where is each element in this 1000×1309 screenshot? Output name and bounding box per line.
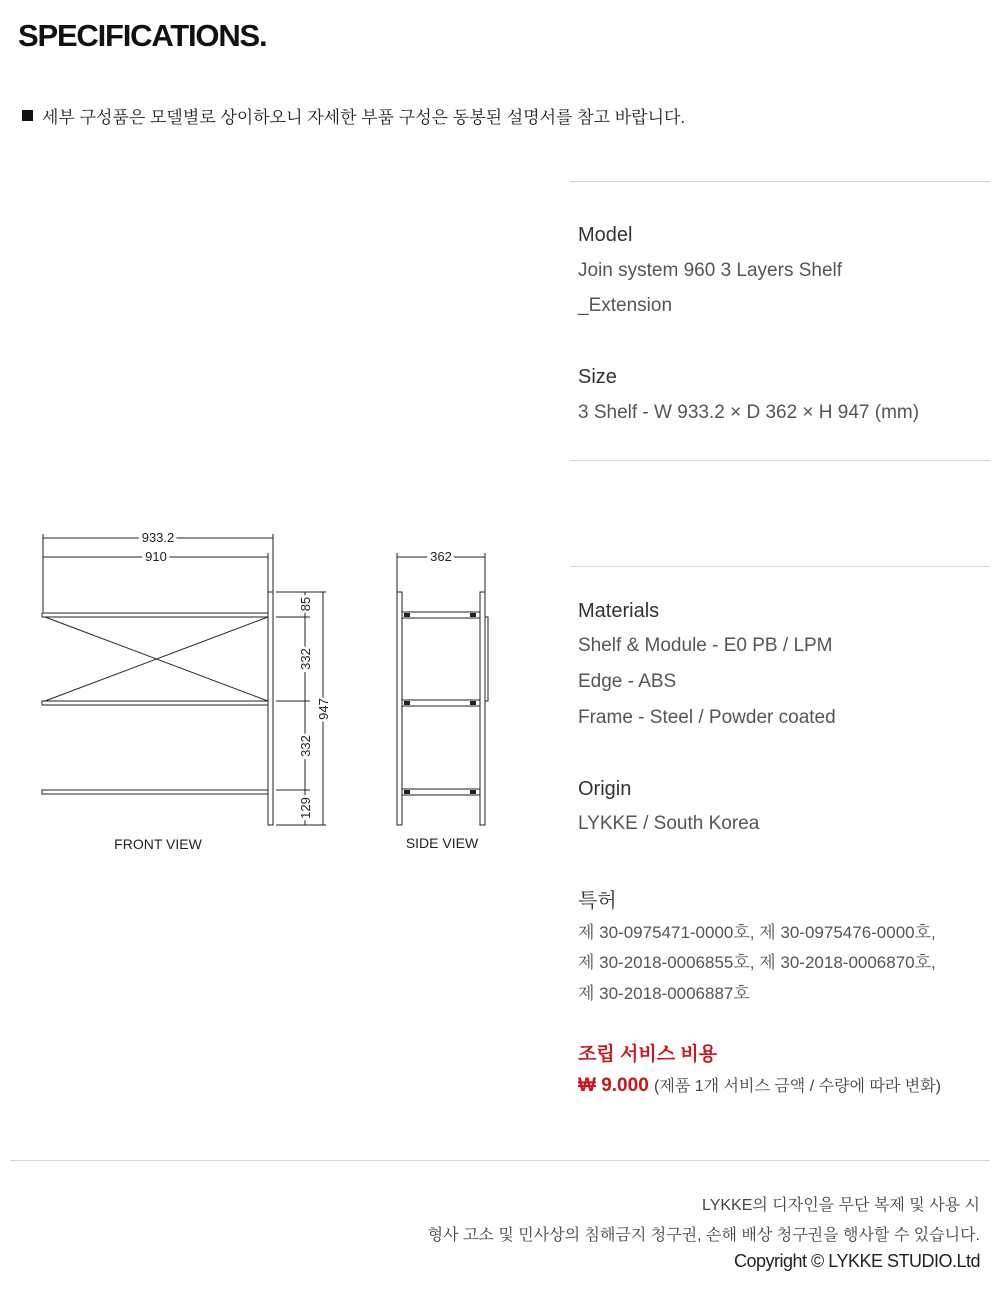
notice-text: 세부 구성품은 모델별로 상이하오니 자세한 부품 구성은 동봉된 설명서를 참고 바랍니다. <box>42 108 686 127</box>
dim-label-depth: 362 <box>430 549 452 564</box>
dim-label-height: 947 <box>316 698 331 720</box>
divider-materials <box>570 566 990 567</box>
notice <box>22 103 685 128</box>
assembly-service-label: 조립 서비스 비용 <box>578 1044 718 1065</box>
dim-label-overall-width: 933.2 <box>141 530 175 545</box>
material-shelf: Shelf & Module - E0 PB / LPM <box>578 635 833 656</box>
front-post <box>268 592 273 825</box>
origin-label: Origin <box>578 778 632 800</box>
footer-notice-line1: LYKKE의 디자인을 무단 복제 및 사용 시 <box>702 1197 980 1214</box>
page-title: SPECIFICATIONS. <box>18 18 267 53</box>
dim-label-mid1: 332 <box>298 648 313 670</box>
material-edge: Edge - ABS <box>578 671 677 692</box>
divider-mid <box>570 460 990 461</box>
footer-notice-line2: 형사 고소 및 민사상의 침해금지 청구권, 손해 배상 청구권을 행사할 수 있습니다. <box>427 1227 980 1244</box>
side-post-front <box>397 592 402 825</box>
assembly-service-price-row <box>578 1073 941 1097</box>
side-shelf-1 <box>402 612 480 618</box>
patent-line-2: 제 30-2018-0006855호, 제 30-2018-0006870호, <box>578 953 936 972</box>
front-view-label: FRONT VIEW <box>114 836 202 852</box>
model-label: Model <box>578 224 633 246</box>
front-shelf-2 <box>42 701 268 705</box>
material-frame: Frame - Steel / Powder coated <box>578 707 836 728</box>
size-label: Size <box>578 366 617 388</box>
assembly-service-price: ₩ 9.000 <box>578 1075 649 1096</box>
shelf-technical-drawing <box>0 520 520 880</box>
dim-label-inner-width: 910 <box>145 549 167 564</box>
size-value: 3 Shelf - W 933.2 × D 362 × H 947 (mm) <box>578 402 920 423</box>
divider-top <box>570 181 990 182</box>
front-shelf-1 <box>42 613 268 617</box>
materials-label: Materials <box>578 600 660 622</box>
dim-label-mid2: 332 <box>298 735 313 757</box>
side-shelf-2 <box>402 700 480 706</box>
dim-label-top: 85 <box>298 596 313 612</box>
front-shelf-3 <box>42 790 268 794</box>
patent-label: 특허 <box>578 890 617 912</box>
model-value-line2: _Extension <box>578 295 673 316</box>
patent-line-1: 제 30-0975471-0000호, 제 30-0975476-0000호, <box>578 923 936 942</box>
origin-value: LYKKE / South Korea <box>578 813 760 834</box>
divider-footer <box>10 1160 990 1161</box>
copyright: Copyright © LYKKE STUDIO.Ltd <box>733 1251 980 1271</box>
side-post-back <box>480 592 485 825</box>
model-value-line1: Join system 960 3 Layers Shelf <box>578 260 843 281</box>
side-shelf-3 <box>402 789 480 795</box>
assembly-service-note: (제품 1개 서비스 금액 / 수량에 따라 변화) <box>654 1078 942 1095</box>
dim-label-bottom: 129 <box>298 797 313 819</box>
square-bullet-icon <box>22 110 33 121</box>
patent-line-3: 제 30-2018-0006887호 <box>578 984 750 1003</box>
side-view-label: SIDE VIEW <box>405 835 479 851</box>
